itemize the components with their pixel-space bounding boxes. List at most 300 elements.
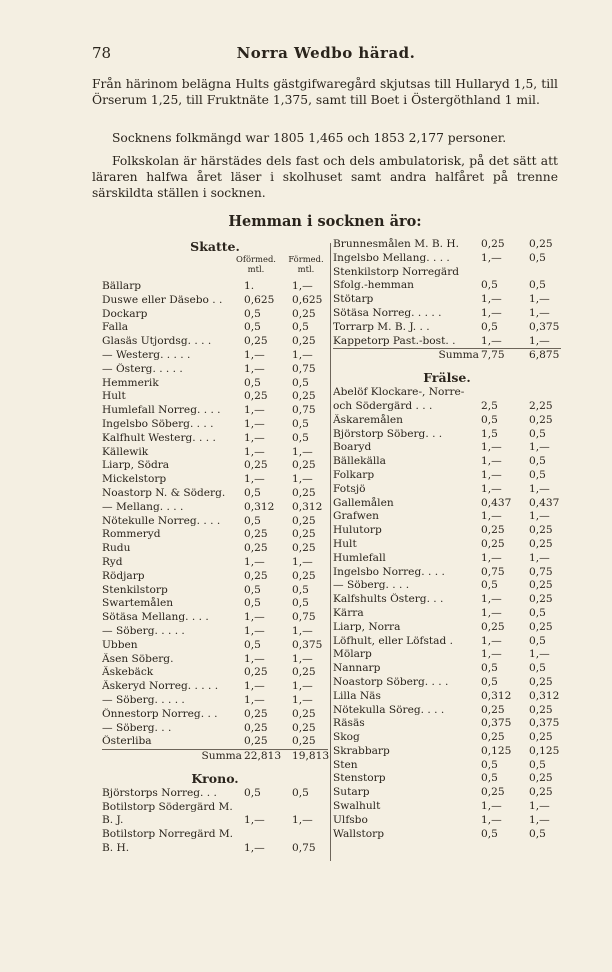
value-assessed: 0,5 bbox=[529, 251, 546, 264]
sum-label: Summa bbox=[201, 750, 242, 763]
value-assessed: 0,5 bbox=[292, 431, 309, 444]
holding-name: Mickelstorp bbox=[102, 473, 167, 486]
table-row bbox=[333, 786, 561, 800]
holding-name: Stenkilstorp Norregärd Sfolg.-hemman bbox=[333, 265, 460, 292]
value-assessed: 1,— bbox=[529, 306, 550, 319]
holding-name: Grafwen bbox=[333, 510, 379, 523]
value-assessed: 0,25 bbox=[529, 238, 553, 250]
value-assessed: 0,5 bbox=[529, 279, 546, 292]
holding-name: Liarp, Norra bbox=[333, 620, 401, 633]
value-unassessed: 1. bbox=[244, 280, 255, 292]
value-assessed: 0,25 bbox=[529, 524, 553, 537]
holding-name: Ingelsbo Norreg. . . . bbox=[333, 565, 445, 578]
value-assessed: 1,— bbox=[292, 680, 313, 693]
value-assessed: 0,25 bbox=[529, 731, 553, 744]
value-assessed: 0,25 bbox=[529, 537, 553, 550]
table-row bbox=[333, 307, 561, 321]
table-row bbox=[333, 607, 561, 621]
table-row bbox=[333, 483, 561, 497]
holding-name: Sutarp bbox=[333, 786, 370, 799]
sum-value-b: 6,875 bbox=[529, 349, 560, 362]
holding-name: Ingelsbo Söberg. . . . bbox=[102, 417, 214, 430]
value-unassessed: 1,— bbox=[244, 814, 265, 827]
holding-name: Äskebäck bbox=[102, 666, 154, 679]
value-unassessed: 1,— bbox=[481, 441, 502, 454]
table-row bbox=[102, 542, 328, 556]
table-row bbox=[333, 704, 561, 718]
table-row bbox=[102, 597, 328, 611]
table-row bbox=[333, 676, 561, 690]
value-assessed: 0,25 bbox=[529, 579, 553, 592]
holding-name: Ubben bbox=[102, 638, 138, 651]
table-row bbox=[333, 579, 561, 593]
table-row bbox=[102, 680, 328, 694]
holding-name: Nannarp bbox=[333, 662, 381, 675]
value-unassessed: 0,25 bbox=[481, 524, 505, 537]
value-unassessed: 1,— bbox=[481, 468, 502, 481]
holding-name: Dockarp bbox=[102, 307, 148, 320]
holding-name: Bällarp bbox=[102, 280, 142, 292]
holding-name: Botilstorp Södergärd M. B. J. bbox=[102, 800, 233, 827]
holding-name: Skog bbox=[333, 731, 360, 744]
value-assessed: 0,5 bbox=[529, 662, 546, 675]
value-unassessed: 1,— bbox=[481, 306, 502, 319]
value-unassessed: 0,5 bbox=[481, 675, 498, 688]
holding-name: Swartemålen bbox=[102, 597, 174, 610]
value-unassessed: 0,5 bbox=[244, 583, 261, 596]
value-unassessed: 1,— bbox=[244, 473, 265, 486]
holding-name: Stenstorp bbox=[333, 772, 386, 785]
value-unassessed: 0,25 bbox=[244, 735, 268, 748]
holding-name: Humlefall Norreg. . . . bbox=[102, 404, 221, 417]
value-unassessed: 1,5 bbox=[481, 427, 498, 440]
table-row bbox=[333, 266, 561, 294]
table-row bbox=[333, 648, 561, 662]
holding-name: — Mellang. . . . bbox=[102, 500, 184, 513]
value-unassessed: 1,— bbox=[244, 362, 265, 375]
table-row bbox=[102, 404, 328, 418]
holding-name: Fotsjö bbox=[333, 482, 366, 495]
value-assessed: 0,375 bbox=[529, 717, 560, 730]
table-row bbox=[102, 418, 328, 432]
value-unassessed: 0,75 bbox=[481, 565, 505, 578]
value-unassessed: 0,5 bbox=[481, 758, 498, 771]
value-unassessed: 1,— bbox=[481, 800, 502, 813]
value-unassessed: 0,25 bbox=[244, 459, 268, 472]
holding-name: Noastorp Söberg. . . . bbox=[333, 675, 449, 688]
table-row bbox=[333, 828, 561, 842]
table-row bbox=[333, 455, 561, 469]
value-unassessed: 0,25 bbox=[244, 390, 268, 403]
value-unassessed: 1,— bbox=[244, 693, 265, 706]
value-assessed: 1,— bbox=[292, 624, 313, 637]
value-assessed: 1,— bbox=[529, 441, 550, 454]
value-unassessed: 1,— bbox=[481, 606, 502, 619]
value-assessed: 0,5 bbox=[292, 321, 309, 334]
holding-name: Ingelsbo Mellang. . . . bbox=[333, 251, 450, 264]
value-assessed: 0,75 bbox=[292, 362, 316, 375]
value-unassessed: 0,5 bbox=[481, 320, 498, 333]
header-unassessed: Oförmed. mtl. bbox=[236, 254, 276, 274]
table-row bbox=[102, 377, 328, 391]
table-row bbox=[333, 731, 561, 745]
holding-name: Räsäs bbox=[333, 717, 365, 730]
holding-name: Kalfshults Österg. . . bbox=[333, 593, 444, 606]
value-unassessed: 1,— bbox=[244, 624, 265, 637]
value-assessed: 0,25 bbox=[529, 620, 553, 633]
value-unassessed: 0,5 bbox=[244, 638, 261, 651]
holding-name: — Westerg. . . . . bbox=[102, 348, 191, 361]
table-row bbox=[333, 469, 561, 483]
table-row bbox=[102, 708, 328, 722]
value-unassessed: 0,5 bbox=[244, 307, 261, 320]
value-assessed: 1,— bbox=[292, 555, 313, 568]
table-row bbox=[333, 745, 561, 759]
holding-name: Boaryd bbox=[333, 441, 372, 454]
table-row bbox=[102, 584, 328, 598]
running-title: Norra Wedbo härad. bbox=[236, 44, 416, 62]
table-row bbox=[102, 653, 328, 667]
table-row bbox=[102, 349, 328, 363]
holding-name: Hemmerik bbox=[102, 376, 159, 389]
value-assessed: 1,— bbox=[529, 334, 550, 347]
holding-name: Ryd bbox=[102, 555, 123, 568]
holding-name: Folkarp bbox=[333, 468, 375, 481]
value-assessed: 2,25 bbox=[529, 399, 553, 412]
holding-name: Botilstorp Norregärd M. B. H. bbox=[102, 828, 234, 855]
value-unassessed: 0,25 bbox=[244, 335, 268, 348]
value-assessed: 1,— bbox=[529, 551, 550, 564]
value-unassessed: 1,— bbox=[244, 652, 265, 665]
value-unassessed: 1,— bbox=[481, 634, 502, 647]
value-assessed: 0,25 bbox=[292, 542, 316, 555]
holding-name: Sötäsa Norreg. . . . . bbox=[333, 306, 442, 319]
value-unassessed: 0,25 bbox=[481, 238, 505, 250]
holding-name: Björstorps Norreg. . . bbox=[102, 786, 217, 799]
value-assessed: 0,25 bbox=[292, 707, 316, 720]
value-unassessed: 0,5 bbox=[244, 376, 261, 389]
paragraph-school: Folkskolan är härstädes dels fast och dels ambulatorisk, på det sätt att läraren halfwa året läser i skolhuset samt andra halfåret på trenne särskildta ställen i socknen. bbox=[92, 154, 558, 201]
table-row bbox=[333, 538, 561, 552]
value-unassessed: 0,625 bbox=[244, 293, 275, 306]
value-unassessed: 0,5 bbox=[244, 321, 261, 334]
table-row bbox=[102, 335, 328, 349]
table-row bbox=[102, 487, 328, 501]
value-unassessed: 1,— bbox=[481, 648, 502, 661]
value-assessed: 1,— bbox=[529, 648, 550, 661]
value-unassessed: 1,— bbox=[244, 445, 265, 458]
holding-name: Lilla Näs bbox=[333, 689, 381, 702]
table-row bbox=[102, 639, 328, 653]
table-row bbox=[102, 666, 328, 680]
table-row bbox=[102, 625, 328, 639]
value-assessed: 0,312 bbox=[529, 689, 560, 702]
value-assessed: 0,375 bbox=[292, 638, 323, 651]
value-assessed: 1,— bbox=[529, 293, 550, 306]
holding-name: Äskeryd Norreg. . . . . bbox=[102, 680, 219, 693]
skatte-list bbox=[102, 280, 328, 749]
holding-name: Ulfsbo bbox=[333, 813, 368, 826]
holding-name: Rödjarp bbox=[102, 569, 145, 582]
holding-name: — Söberg. . . bbox=[102, 721, 172, 734]
table-row bbox=[102, 570, 328, 584]
table-row bbox=[102, 528, 328, 542]
holding-name: Liarp, Södra bbox=[102, 459, 170, 472]
value-assessed: 0,5 bbox=[529, 427, 546, 440]
table-row bbox=[333, 321, 561, 335]
holding-name: Äskaremålen bbox=[333, 413, 403, 426]
holding-name: Noastorp N. & Söderg. bbox=[102, 486, 226, 499]
holding-name: Brunnesmålen M. B. H. bbox=[333, 238, 459, 250]
sum-value-b: 19,813 bbox=[292, 750, 330, 763]
value-unassessed: 1,— bbox=[244, 417, 265, 430]
table-row bbox=[102, 446, 328, 460]
value-unassessed: 0,25 bbox=[481, 786, 505, 799]
page-number: 78 bbox=[92, 44, 112, 62]
value-assessed: 0,75 bbox=[292, 404, 316, 417]
section-title: Hemman i socknen äro: bbox=[228, 213, 422, 230]
value-assessed: 0,25 bbox=[529, 772, 553, 785]
value-assessed: 1,— bbox=[292, 652, 313, 665]
value-unassessed: 1,— bbox=[481, 251, 502, 264]
value-assessed: 1,— bbox=[292, 348, 313, 361]
value-assessed: 0,5 bbox=[529, 606, 546, 619]
table-row bbox=[102, 735, 328, 749]
value-assessed: 1,— bbox=[529, 482, 550, 495]
value-unassessed: 1,— bbox=[244, 404, 265, 417]
table-row bbox=[102, 473, 328, 487]
holding-name: Hulutorp bbox=[333, 524, 382, 537]
value-assessed: 1,— bbox=[292, 445, 313, 458]
value-assessed: 0,5 bbox=[292, 786, 309, 799]
value-assessed: 0,25 bbox=[529, 593, 553, 606]
table-row bbox=[333, 428, 561, 442]
table-row bbox=[333, 386, 561, 414]
value-unassessed: 0,5 bbox=[244, 597, 261, 610]
value-assessed: 0,5 bbox=[529, 827, 546, 840]
table-row bbox=[333, 552, 561, 566]
holding-name: — Söberg. . . . . bbox=[102, 624, 185, 637]
table-row bbox=[333, 635, 561, 649]
value-unassessed: 0,5 bbox=[481, 579, 498, 592]
value-unassessed: 0,375 bbox=[481, 717, 512, 730]
value-assessed: 0,25 bbox=[529, 675, 553, 688]
fralse-heading: Frälse. bbox=[423, 370, 471, 386]
holding-name: Kappetorp Past.-bost. . bbox=[333, 334, 456, 347]
value-assessed: 0,437 bbox=[529, 496, 560, 509]
table-row bbox=[102, 694, 328, 708]
holding-name: Hult bbox=[102, 390, 126, 403]
value-unassessed: 0,5 bbox=[481, 279, 498, 292]
value-assessed: 0,25 bbox=[292, 735, 316, 748]
value-unassessed: 1,— bbox=[481, 293, 502, 306]
table-row bbox=[333, 800, 561, 814]
value-assessed: 0,312 bbox=[292, 500, 323, 513]
skatte-sum-row bbox=[102, 749, 328, 764]
holding-name: Stötarp bbox=[333, 293, 374, 306]
holding-name: Rudu bbox=[102, 542, 131, 555]
table-row bbox=[333, 335, 561, 349]
value-unassessed: 0,25 bbox=[244, 721, 268, 734]
holding-name: Österliba bbox=[102, 735, 152, 748]
table-row bbox=[333, 814, 561, 828]
table-row bbox=[102, 556, 328, 570]
value-unassessed: 1,— bbox=[244, 611, 265, 624]
value-unassessed: 0,5 bbox=[244, 786, 261, 799]
value-unassessed: 1,— bbox=[481, 593, 502, 606]
holding-name: Abelöf Klockare-, Norre- och Södergärd . . . bbox=[333, 386, 465, 412]
krono-list bbox=[102, 787, 328, 856]
value-unassessed: 0,25 bbox=[481, 620, 505, 633]
holding-name: Kalfhult Westerg. . . . bbox=[102, 431, 216, 444]
value-assessed: 0,25 bbox=[292, 721, 316, 734]
value-unassessed: 1,— bbox=[481, 813, 502, 826]
value-assessed: 0,25 bbox=[292, 486, 316, 499]
table-row bbox=[102, 363, 328, 377]
table-row bbox=[102, 294, 328, 308]
krono-continued-list bbox=[333, 238, 561, 348]
value-unassessed: 0,25 bbox=[244, 569, 268, 582]
table-row bbox=[333, 593, 561, 607]
table-row bbox=[102, 787, 328, 801]
value-unassessed: 0,25 bbox=[244, 528, 268, 541]
holding-name: Glasäs Utjordsg. . . . bbox=[102, 335, 212, 348]
paragraph-travel: Från härinom belägna Hults gästgifwaregård skjutsas till Hullaryd 1,5, till Örserum 1,25, till Fruktnäte 1,375, samt till Boet i Östergöthland 1 mil. bbox=[92, 77, 558, 108]
table-row bbox=[102, 459, 328, 473]
value-unassessed: 1,— bbox=[481, 482, 502, 495]
value-assessed: 0,125 bbox=[529, 744, 560, 757]
value-assessed: 1,— bbox=[292, 473, 313, 486]
table-row bbox=[333, 759, 561, 773]
table-row bbox=[333, 238, 561, 252]
holding-name: Swalhult bbox=[333, 800, 381, 813]
value-unassessed: 1,— bbox=[244, 555, 265, 568]
value-assessed: 0,25 bbox=[292, 514, 316, 527]
value-unassessed: 1,— bbox=[244, 431, 265, 444]
header-assessed: Förmed. mtl. bbox=[288, 254, 324, 274]
table-row bbox=[102, 321, 328, 335]
value-assessed: 0,5 bbox=[529, 758, 546, 771]
value-assessed: 0,75 bbox=[292, 611, 316, 624]
holding-name: — Söberg. . . . . bbox=[102, 693, 185, 706]
table-row bbox=[333, 566, 561, 580]
holding-name: Källewik bbox=[102, 445, 149, 458]
value-assessed: 1,— bbox=[529, 800, 550, 813]
table-row bbox=[102, 828, 328, 856]
value-unassessed: 1,— bbox=[244, 348, 265, 361]
value-assessed: 0,5 bbox=[529, 468, 546, 481]
value-unassessed: 0,25 bbox=[244, 542, 268, 555]
value-assessed: 0,25 bbox=[292, 390, 316, 403]
table-row bbox=[102, 308, 328, 322]
holding-name: Nötekulla Söreg. . . . bbox=[333, 703, 445, 716]
holding-name: Torrarp M. B. J. . . bbox=[333, 320, 430, 333]
value-assessed: 0,5 bbox=[292, 417, 309, 430]
table-row bbox=[333, 717, 561, 731]
holding-name: Äsen Söberg. bbox=[102, 652, 174, 665]
holding-name: Sten bbox=[333, 758, 358, 771]
value-unassessed: 0,25 bbox=[481, 537, 505, 550]
paragraph-population: Socknens folkmängd war 1805 1,465 och 1853 2,177 personer. bbox=[112, 131, 507, 145]
holding-name: — Österg. . . . . bbox=[102, 362, 183, 375]
value-unassessed: 0,312 bbox=[244, 500, 275, 513]
value-assessed: 0,25 bbox=[292, 335, 316, 348]
value-assessed: 1,— bbox=[292, 814, 313, 827]
value-assessed: 0,25 bbox=[529, 413, 553, 426]
value-unassessed: 0,437 bbox=[481, 496, 512, 509]
value-unassessed: 1,— bbox=[244, 680, 265, 693]
holding-name: Stenkilstorp bbox=[102, 583, 168, 596]
holding-name: Önnestorp Norreg. . . bbox=[102, 707, 218, 720]
value-assessed: 0,5 bbox=[529, 455, 546, 468]
value-assessed: 0,5 bbox=[292, 597, 309, 610]
table-row bbox=[333, 293, 561, 307]
table-row bbox=[333, 524, 561, 538]
holding-name: Bällekälla bbox=[333, 455, 386, 468]
krono-sum-row bbox=[333, 348, 561, 363]
value-unassessed: 1,— bbox=[481, 510, 502, 523]
value-unassessed: 0,125 bbox=[481, 744, 512, 757]
value-assessed: 0,25 bbox=[529, 786, 553, 799]
value-assessed: 1,— bbox=[292, 280, 313, 292]
value-unassessed: 0,5 bbox=[481, 827, 498, 840]
value-assessed: 0,5 bbox=[292, 376, 309, 389]
table-row bbox=[333, 252, 561, 266]
value-assessed: 0,375 bbox=[529, 320, 560, 333]
table-row bbox=[102, 390, 328, 404]
value-unassessed: 0,5 bbox=[481, 662, 498, 675]
value-assessed: 0,25 bbox=[292, 307, 316, 320]
table-row bbox=[102, 801, 328, 829]
value-assessed: 0,5 bbox=[292, 583, 309, 596]
value-assessed: 0,75 bbox=[292, 842, 316, 855]
table-row bbox=[102, 501, 328, 515]
value-unassessed: 0,5 bbox=[481, 413, 498, 426]
holding-name: Gallemålen bbox=[333, 496, 394, 509]
table-row bbox=[333, 772, 561, 786]
column-divider bbox=[330, 243, 331, 861]
value-assessed: 0,25 bbox=[529, 703, 553, 716]
holding-name: Mölarp bbox=[333, 648, 372, 661]
value-unassessed: 0,5 bbox=[244, 514, 261, 527]
holding-name: Skrabbarp bbox=[333, 744, 390, 757]
value-assessed: 0,75 bbox=[529, 565, 553, 578]
holding-name: Hult bbox=[333, 537, 357, 550]
holding-name: Kärra bbox=[333, 606, 364, 619]
table-row bbox=[333, 662, 561, 676]
value-unassessed: 1,— bbox=[481, 551, 502, 564]
value-unassessed: 0,25 bbox=[481, 731, 505, 744]
value-unassessed: 0,5 bbox=[244, 486, 261, 499]
value-unassessed: 0,25 bbox=[244, 707, 268, 720]
value-unassessed: 1,— bbox=[244, 842, 265, 855]
table-row bbox=[333, 441, 561, 455]
holding-name: Sötäsa Mellang. . . . bbox=[102, 611, 209, 624]
table-row bbox=[102, 432, 328, 446]
holding-name: Löfhult, eller Löfstad . bbox=[333, 634, 453, 647]
sum-value-a: 22,813 bbox=[244, 750, 282, 763]
holding-name: Rommeryd bbox=[102, 528, 161, 541]
holding-name: Wallstorp bbox=[333, 827, 384, 840]
value-assessed: 0,25 bbox=[292, 569, 316, 582]
value-assessed: 1,— bbox=[292, 693, 313, 706]
value-assessed: 0,5 bbox=[529, 634, 546, 647]
value-unassessed: 2,5 bbox=[481, 399, 498, 412]
table-row bbox=[102, 722, 328, 736]
column-headers bbox=[102, 255, 328, 280]
sum-value-a: 7,75 bbox=[481, 349, 505, 362]
holding-name: Falla bbox=[102, 321, 129, 334]
